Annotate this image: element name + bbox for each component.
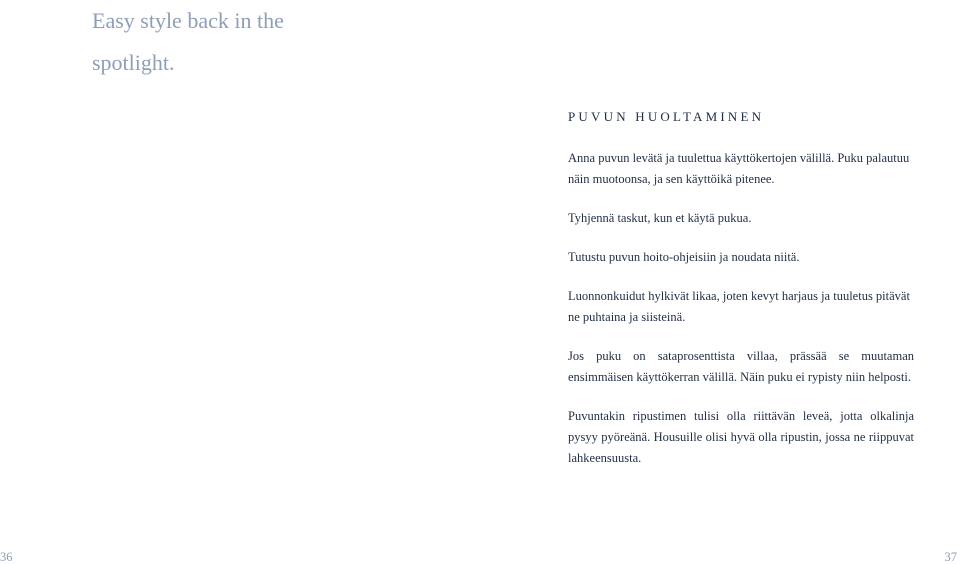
page-number-right: 37 — [944, 550, 957, 564]
page-number-left: 36 — [0, 550, 13, 564]
suit-care-section — [568, 108, 914, 487]
care-paragraph-3: Tutustu puvun hoito-ohjeisiin ja noudata niitä. — [568, 250, 800, 264]
care-paragraph-6: Puvuntakin ripustimen tulisi olla riittävän leveä, jotta olkalinja pysyy pyöreänä. Housuille olisi hyvä olla ripustin, jossa ne riippuvat lahkeensuusta. — [568, 409, 914, 465]
care-paragraph-2: Tyhjennä taskut, kun et käytä pukua. — [568, 211, 752, 225]
tagline-heading: Easy style back in the spotlight. — [92, 8, 284, 75]
care-paragraph-1: Anna puvun levätä ja tuulettua käyttökertojen välillä. Puku palautuu näin muotoonsa, ja sen käyttöikä pitenee. — [568, 151, 910, 186]
care-paragraph-5: Jos puku on sataprosenttista villaa, prässää se muutaman ensimmäisen käyttökerran välillä. Näin puku ei rypisty niin helposti. — [568, 349, 914, 384]
section-heading: PUVUN HUOLTAMINEN — [568, 109, 765, 124]
care-paragraph-4: Luonnonkuidut hylkivät likaa, joten kevyt harjaus ja tuuletus pitävät ne puhtaina ja siisteinä. — [568, 289, 910, 324]
